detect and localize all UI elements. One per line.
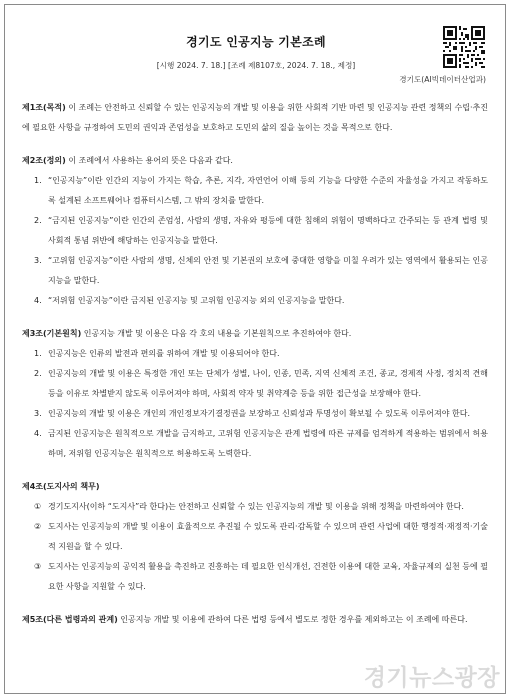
article-3: [22, 324, 488, 464]
list-item: [22, 251, 488, 291]
watermark-logo: 경기뉴스광장: [363, 665, 500, 691]
article-2: [22, 151, 488, 311]
paragraph-list: [22, 497, 488, 597]
item-text: 경기도지사(이하 “도지사”라 한다)는 안전하고 신뢰할 수 있는 인공지능의 개발 및 이용을 위해 정책을 마련하여야 한다.: [48, 502, 464, 511]
paragraph-number: ①: [34, 502, 42, 511]
item-text: 인공지능은 인류의 발전과 편의를 위하여 개발 및 이용되어야 한다.: [48, 349, 280, 358]
document-body: [22, 98, 488, 643]
item-text: 인공지능의 개발 및 이용은 개인의 개인정보자기결정권을 보장하고 신뢰성과 투명성이 확보될 수 있도록 이루어져야 한다.: [48, 409, 470, 418]
definition-list: [22, 171, 488, 311]
item-text: “저위험 인공지능”이란 금지된 인공지능 및 고위험 인공지능 외의 인공지능을 말한다.: [48, 296, 345, 305]
article-4: [22, 477, 488, 597]
item-text: 인공지능의 개발 및 이용은 특정한 개인 또는 단체가 성별, 나이, 인종, 민족, 지역 신체적 조건, 종교, 경제적 사정, 정치적 견해 등을 이유로 차별받지 않도록 이루어져야 하며, 사회적 약자 및 취약계층 등을 위한 접근성을 보장해야 한다.: [48, 369, 488, 398]
responsible-department: 경기도(AI빅데이터산업과): [399, 75, 486, 84]
qr-code-icon[interactable]: [443, 26, 485, 68]
list-item: [22, 404, 488, 424]
item-number: 1.: [34, 176, 42, 185]
list-item: [22, 517, 488, 557]
list-item: [22, 424, 488, 464]
item-text: “인공지능”이란 인간의 지능이 가지는 학습, 추론, 지각, 자연언어 이해 등의 기능을 다양한 수준의 자율성을 가지고 작동하도록 설계된 소프트웨어나 컴퓨터시스템, 그 밖의 장치를 말한다.: [48, 176, 488, 205]
item-number: 4.: [34, 429, 42, 438]
enactment-info: [시행 2024. 7. 18.] [조례 제8107호, 2024. 7. 18., 제정]: [156, 61, 356, 70]
article-label: 제1조(목적): [22, 103, 66, 112]
article-label: 제2조(정의): [22, 156, 66, 165]
article-label: 제5조(다른 법령과의 관계): [22, 615, 118, 624]
item-text: 도지사는 인공지능의 개발 및 이용이 효율적으로 추진될 수 있도록 관리·감독할 수 있으며 관련 사업에 대한 행정적·재정적·기술적 지원을 할 수 있다.: [48, 522, 488, 551]
article-label: 제4조(도지사의 책무): [22, 482, 100, 491]
page-title: 경기도 인공지능 기본조례: [186, 35, 326, 49]
item-number: 2.: [34, 216, 42, 225]
list-item: [22, 344, 488, 364]
article-text: 이 조례에서 사용하는 용어의 뜻은 다음과 같다.: [65, 156, 233, 165]
item-number: 3.: [34, 256, 42, 265]
item-number: 4.: [34, 296, 42, 305]
article-text: 인공지능 개발 및 이용은 다음 각 호의 내용을 기본원칙으로 추진하여야 한다.: [81, 329, 352, 338]
article-5: [22, 610, 488, 630]
article-1: [22, 98, 488, 138]
item-text: “고위험 인공지능”이란 사람의 생명, 신체의 안전 및 기본권의 보호에 중대한 영향을 미칠 우려가 있는 영역에서 활용되는 인공지능을 말한다.: [48, 256, 488, 285]
list-item: [22, 171, 488, 211]
article-label: 제3조(기본원칙): [22, 329, 82, 338]
article-text: 인공지능 개발 및 이용에 관하여 다른 법령 등에서 별도로 정한 경우를 제외하고는 이 조례에 따른다.: [117, 615, 468, 624]
list-item: [22, 557, 488, 597]
paragraph-number: ②: [34, 522, 42, 531]
paragraph-number: ③: [34, 562, 42, 571]
list-item: [22, 364, 488, 404]
item-text: 도지사는 인공지능의 공익적 활용을 촉진하고 진흥하는 데 필요한 인식개선, 건전한 이용에 대한 교육, 자율규제의 실천 등에 필요한 사항을 지원할 수 있다.: [48, 562, 488, 591]
item-text: 금지된 인공지능은 원칙적으로 개발을 금지하고, 고위험 인공지능은 관계 법령에 따른 규제를 엄격하게 적용하는 범위에서 허용하며, 저위험 인공지능은 원칙적으로 허용하도록 노력한다.: [48, 429, 488, 458]
item-number: 1.: [34, 349, 42, 358]
item-number: 2.: [34, 369, 42, 378]
article-text: 이 조례는 안전하고 신뢰할 수 있는 인공지능의 개발 및 이용을 위한 사회적 기반 마련 및 인공지능 관련 정책의 수립·추진에 필요한 사항을 규정하여 도민의 권익과 존엄성을 보호하고 도민의 삶의 질을 높이는 것을 목적으로 한다.: [22, 103, 488, 132]
list-item: [22, 211, 488, 251]
item-text: “금지된 인공지능”이란 인간의 존엄성, 사람의 생명, 자유와 평등에 대한 침해의 위험이 명백하다고 간주되는 등 관계 법령 및 사회적 통념 위반에 해당하는 인공지능을 말한다.: [48, 216, 488, 245]
item-number: 3.: [34, 409, 42, 418]
principle-list: [22, 344, 488, 464]
list-item: [22, 497, 488, 517]
list-item: [22, 291, 488, 311]
